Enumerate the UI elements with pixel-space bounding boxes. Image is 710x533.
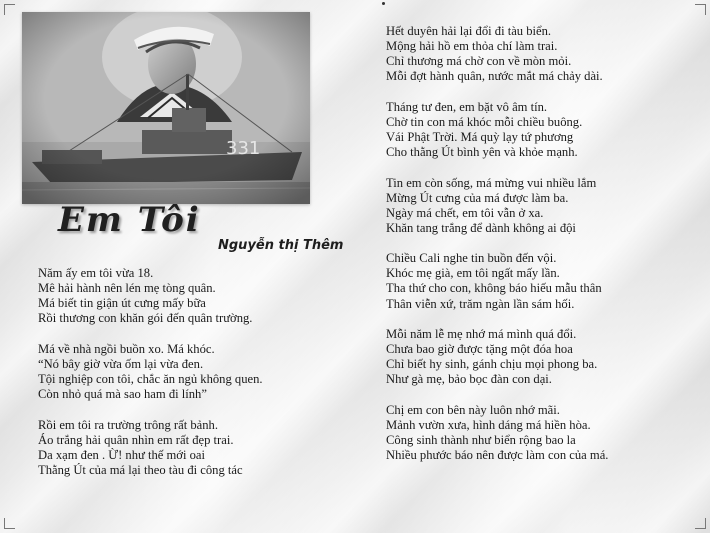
poem-line: Chỉ thương má chờ con về mòn mỏi. [386,54,572,69]
poem-line: Mỗi đợt hành quân, nước mắt má chảy dài. [386,69,603,84]
poem-line: Nhiều phước báo nên được làm con của má. [386,448,609,463]
poem-line: Mê hải hành nên lén mẹ tòng quân. [38,281,216,296]
decorative-dot [382,2,385,5]
poem-line: Năm ấy em tôi vừa 18. [38,266,154,280]
poem-line: Chưa bao giờ được tặng một đóa hoa [386,342,573,357]
stanza [386,24,608,84]
poem-line: Hết duyên hải lại đổi đi tàu biển. [386,24,552,38]
poem-line: Rồi thương con khăn gói đến quân trường. [38,311,253,326]
poem-author: Nguyễn thị Thêm [218,238,344,253]
poem-line: Còn nhỏ quá mà sao ham đi lính” [38,387,207,402]
stanza [386,100,608,160]
poem-line: Ngày má chết, em tôi vẫn ở xa. [386,205,544,220]
poem-line: Khăn tang trắng để dành không ai đội [386,220,576,235]
poem-line: Tha thứ cho con, không báo hiếu mẫu thân [386,281,602,296]
poem-line: Vái Phật Trời. Má quỳ lạy tứ phương [386,129,574,144]
poem-line: Tin em còn sống, má mừng vui nhiều lắm [386,175,597,190]
poem-line: Má về nhà ngồi buồn xo. Má khóc. [38,341,215,356]
poem-line: Mảnh vườn xưa, hình dáng má hiền hòa. [386,417,591,432]
poem-line: Má biết tin giận út cưng mấy bữa [38,296,206,311]
poem-line: Mỗi năm lễ mẹ nhớ má mình quá đổi. [386,327,577,342]
poem-line: Khóc mẹ già, em tôi ngất mấy lần. [386,266,560,281]
poem-line: Da xạm đen . Ừ! như thế mới oai [38,447,205,462]
poem-line: Tháng tư đen, em bặt vô âm tín. [386,99,548,114]
poem-line: Tội nghiệp con tôi, chắc ăn ngủ không quen. [38,371,263,386]
stanza [386,327,608,387]
poem-line: Chị em con bên này luôn nhớ mãi. [386,402,560,417]
stanza [38,418,263,478]
stanza [38,342,263,402]
poem-line: Thân viễn xứ, trăm ngàn lần sám hối. [386,296,575,311]
poem-line: Công sinh thành như biển rộng bao la [386,433,576,448]
poem-line: Chỉ biết hy sinh, gánh chịu mọi phong ba. [386,357,598,372]
poem-title: Em Tôi [58,200,201,240]
poem-line: Áo trắng hải quân nhìn em rất đẹp trai. [38,432,234,447]
poem-line: Như gà mẹ, bảo bọc đàn con dại. [386,372,552,387]
stanza [38,266,263,326]
poem-line: Chờ tin con má khóc mỗi chiều buông. [386,114,583,129]
poem-line: Chiều Cali nghe tin buồn đến vội. [386,251,557,266]
frame-corner [695,4,706,15]
poem-line: Cho thằng Út bình yên và khỏe mạnh. [386,145,578,160]
poem-left-column [38,266,263,478]
poem-line: Mộng hải hồ em thỏa chí làm trai. [386,39,558,54]
poem-right-column [386,24,608,463]
poem-line: Thằng Út của má lại theo tàu đi công tác [38,462,243,477]
stanza [386,176,608,236]
stanza [386,403,608,463]
frame-corner [4,4,15,15]
poem-line: Rồi em tôi ra trường trông rất bảnh. [38,417,218,432]
poem-line: “Nó bây giờ vừa ốm lại vừa đen. [38,356,204,371]
frame-corner [4,518,15,529]
frame-corner [695,518,706,529]
sailor-ship-photo [22,12,310,204]
poem-line: Mừng Út cưng của má được làm ba. [386,190,569,205]
stanza [386,251,608,311]
